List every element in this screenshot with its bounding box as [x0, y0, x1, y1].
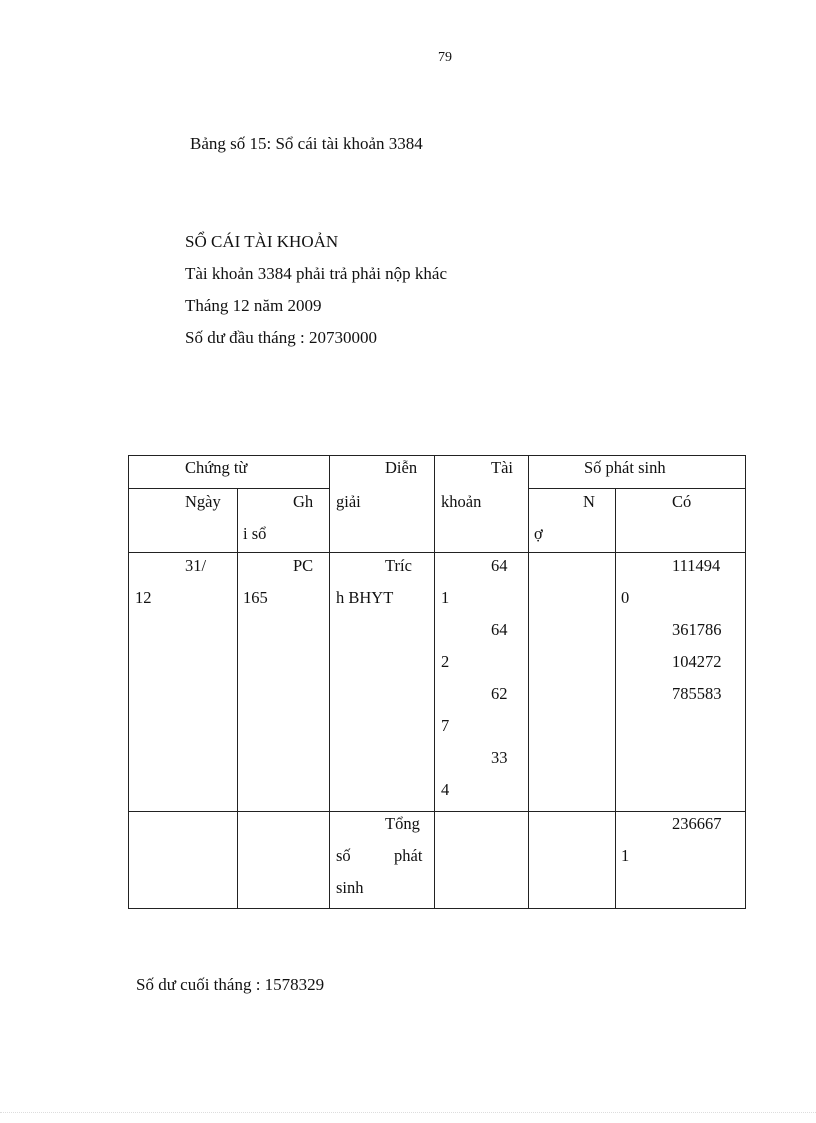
- grid-line: [434, 456, 435, 908]
- row-credit: 361786: [672, 620, 722, 639]
- header-n: N: [583, 492, 595, 511]
- row-account: 4: [441, 780, 450, 799]
- opening-balance: Số dư đầu tháng : 20730000: [185, 328, 377, 347]
- ledger-table: [128, 455, 746, 909]
- row-account: 62: [491, 684, 508, 703]
- header-khoan: khoản: [441, 492, 482, 511]
- row-account: 64: [491, 620, 508, 639]
- header-ngay: Ngày: [185, 492, 221, 511]
- row-description: Tríc: [385, 556, 412, 575]
- header-chung-tu: Chứng từ: [185, 458, 248, 477]
- row-description: h BHYT: [336, 588, 394, 607]
- grid-line: [129, 552, 745, 553]
- grid-line: [129, 811, 745, 812]
- ledger-title: SỔ CÁI TÀI KHOẢN: [185, 232, 339, 251]
- header-tai: Tài: [491, 458, 513, 477]
- table-caption: Bảng số 15: Sổ cái tài khoản 3384: [190, 134, 423, 153]
- header-giai: giải: [336, 492, 361, 511]
- header-co: Có: [672, 492, 692, 511]
- grid-line: [528, 456, 529, 908]
- page-number: 79: [438, 50, 452, 65]
- row-account: 64: [491, 556, 508, 575]
- account-name: Tài khoản 3384 phải trả phải nộp khác: [185, 264, 448, 283]
- row-account: 7: [441, 716, 450, 735]
- row-date: 31/: [185, 556, 207, 575]
- total-credit: 1: [621, 846, 630, 865]
- row-credit: 111494: [672, 556, 721, 575]
- grid-line: [615, 488, 616, 908]
- grid-line: [129, 488, 329, 489]
- total-label: phát: [394, 846, 423, 865]
- row-date: 12: [135, 588, 152, 607]
- page-bottom-rule: [0, 1112, 816, 1113]
- closing-balance: Số dư cuối tháng : 1578329: [136, 975, 325, 994]
- total-label: số: [336, 846, 351, 865]
- row-credit: 0: [621, 588, 630, 607]
- row-credit: 104272: [672, 652, 722, 671]
- row-credit: 785583: [672, 684, 722, 703]
- row-account: 1: [441, 588, 450, 607]
- row-doc: 165: [243, 588, 268, 607]
- row-doc: PC: [293, 556, 314, 575]
- header-so-phat-sinh: Số phát sinh: [584, 458, 666, 477]
- header-dien: Diễn: [385, 458, 418, 477]
- total-label: Tổng: [385, 814, 420, 833]
- grid-line: [528, 488, 745, 489]
- total-label: sinh: [336, 878, 364, 897]
- grid-line: [329, 456, 330, 908]
- total-credit: 236667: [672, 814, 722, 833]
- row-account: 2: [441, 652, 450, 671]
- header-gh: Gh: [293, 492, 314, 511]
- header-iso: i sổ: [243, 524, 267, 543]
- period: Tháng 12 năm 2009: [185, 296, 322, 315]
- row-account: 33: [491, 748, 508, 767]
- header-o: ợ: [534, 524, 543, 543]
- grid-line: [237, 488, 238, 908]
